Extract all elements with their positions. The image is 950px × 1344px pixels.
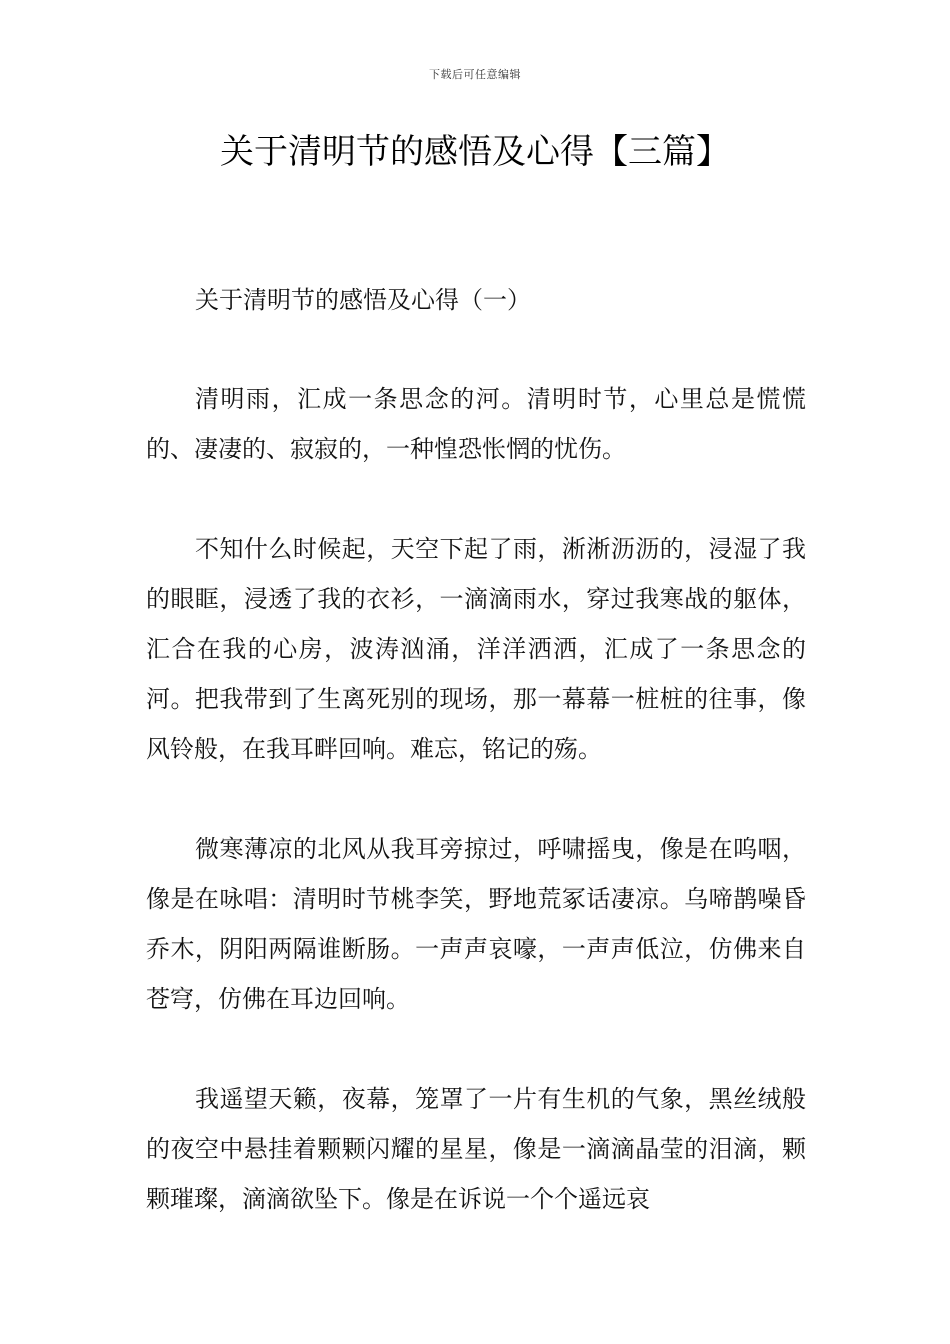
document-title: 关于清明节的感悟及心得【三篇】: [220, 132, 730, 172]
paragraph-4: 我遥望天籁，夜幕，笼罩了一片有生机的气象，黑丝绒般的夜空中悬挂着颗颗闪耀的星星，像是一滴滴晶莹的泪滴，颗颗璀璨，滴滴欲坠下。像是在诉说一个个遥远哀: [146, 1085, 806, 1213]
paragraph-1: 清明雨，汇成一条思念的河。清明时节，心里总是慌慌的、凄凄的、寂寂的，一种惶恐怅惘的忧伤。: [146, 385, 806, 463]
paragraph-3: 微寒薄凉的北风从我耳旁掠过，呼啸摇曳，像是在呜咽，像是在咏唱：清明时节桃李笑，野地荒冢话凄凉。乌啼鹊噪昏乔木，阴阳两隔谁断肠。一声声哀嚎，一声声低泣，仿佛来自苍穹，仿佛在耳边回响。: [146, 835, 806, 1013]
paragraph-2: 不知什么时候起，天空下起了雨，淅淅沥沥的，浸湿了我的眼眶，浸透了我的衣衫，一滴滴雨水，穿过我寒战的躯体，汇合在我的心房，波涛汹涌，洋洋洒洒，汇成了一条思念的河。把我带到了生离死别的现场，那一幕幕一桩桩的往事，像风铃般，在我耳畔回响。难忘，铭记的殇。: [146, 535, 806, 763]
header-note: 下载后可任意编辑: [429, 68, 521, 81]
section-heading: 关于清明节的感悟及心得（一）: [195, 286, 531, 314]
document-body: [146, 374, 806, 1274]
